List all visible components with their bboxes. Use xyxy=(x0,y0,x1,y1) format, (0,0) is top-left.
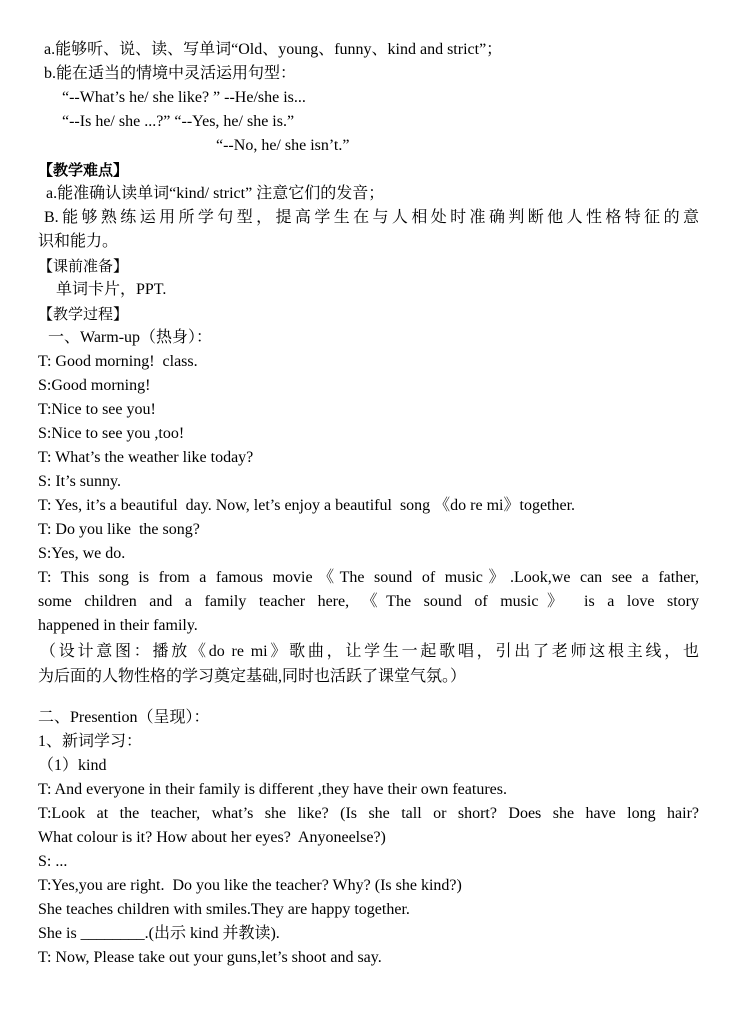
dialogue-line: T:Yes,you are right. Do you like the teacher? Why? (Is she kind?) xyxy=(38,877,462,894)
dialogue-line-cont: What colour is it? How about her eyes? Anyoneelse?) xyxy=(38,829,386,846)
dialogue-line: S: ... xyxy=(38,853,68,870)
dialogue-line: S:Yes, we do. xyxy=(38,545,126,562)
dialogue-line: S: It’s sunny. xyxy=(38,473,121,490)
item-kind: （1）kind xyxy=(38,757,107,774)
dialogue-line: T: What’s the weather like today? xyxy=(38,449,254,466)
objective-b: b.能在适当的情境中灵活运用句型： xyxy=(44,65,297,82)
dialogue-line: T:Nice to see you! xyxy=(38,401,156,418)
dialogue-line: She is ________.(出示 kind 并教读). xyxy=(38,925,280,942)
heading-preparation: 【课前准备】 xyxy=(38,257,129,275)
pattern-line-2: “--Is he/ she ...?” “--Yes, he/ she is.” xyxy=(62,113,295,130)
dialogue-line-cont: happened in their family. xyxy=(38,617,198,634)
heading-process: 【教学过程】 xyxy=(38,305,129,323)
dialogue-line: T:Look at the teacher, what’s she like? (Is she tall or short? Does she have long hair? xyxy=(38,805,699,822)
dialogue-line: T: Good morning! class. xyxy=(38,353,198,370)
dialogue-line: T: And everyone in their family is different ,they have their own features. xyxy=(38,781,507,798)
difficulty-a: a.能准确认读单词“kind/ strict” 注意它们的发音； xyxy=(46,185,385,202)
dialogue-line: She teaches children with smiles.They are happy together. xyxy=(38,901,410,918)
subsection-new-words: 1、新词学习： xyxy=(38,733,143,750)
pattern-line-1: “--What’s he/ she like? ” --He/she is... xyxy=(62,89,306,106)
dialogue-line: T: Do you like the song? xyxy=(38,521,200,538)
heading-difficulties: 【教学难点】 xyxy=(38,161,129,179)
dialogue-line-cont: some children and a family teacher here, 《The sound of music》 is a love story xyxy=(38,593,699,610)
objective-a: a.能够听、说、读、写单词“Old、young、funny、kind and strict”； xyxy=(44,41,503,58)
dialogue-line: T: This song is from a famous movie《The sound of music》.Look,we can see a father, xyxy=(38,569,699,586)
section-presentation: 二、Presention（呈现）： xyxy=(38,709,210,726)
difficulty-b: B.能够熟练运用所学句型，提高学生在与人相处时准确判断他人性格特征的意 xyxy=(44,209,699,226)
dialogue-line: S:Nice to see you ,too! xyxy=(38,425,185,442)
dialogue-line: T: Now, Please take out your guns,let’s shoot and say. xyxy=(38,949,382,966)
design-intent: （设计意图：播放《do re mi》歌曲，让学生一起歌唱，引出了老师这根主线，也 xyxy=(40,643,699,660)
pattern-line-3: “--No, he/ she isn’t.” xyxy=(216,137,350,154)
preparation-items: 单词卡片，PPT. xyxy=(56,281,167,298)
dialogue-line: S:Good morning! xyxy=(38,377,151,394)
section-warmup: 一、Warm-up（热身）： xyxy=(48,329,213,346)
dialogue-line: T: Yes, it’s a beautiful day. Now, let’s enjoy a beautiful song 《do re mi》together. xyxy=(38,497,576,514)
difficulty-b-cont: 识和能力。 xyxy=(38,233,119,250)
design-intent-cont: 为后面的人物性格的学习奠定基础,同时也活跃了课堂气氛。） xyxy=(38,668,467,685)
